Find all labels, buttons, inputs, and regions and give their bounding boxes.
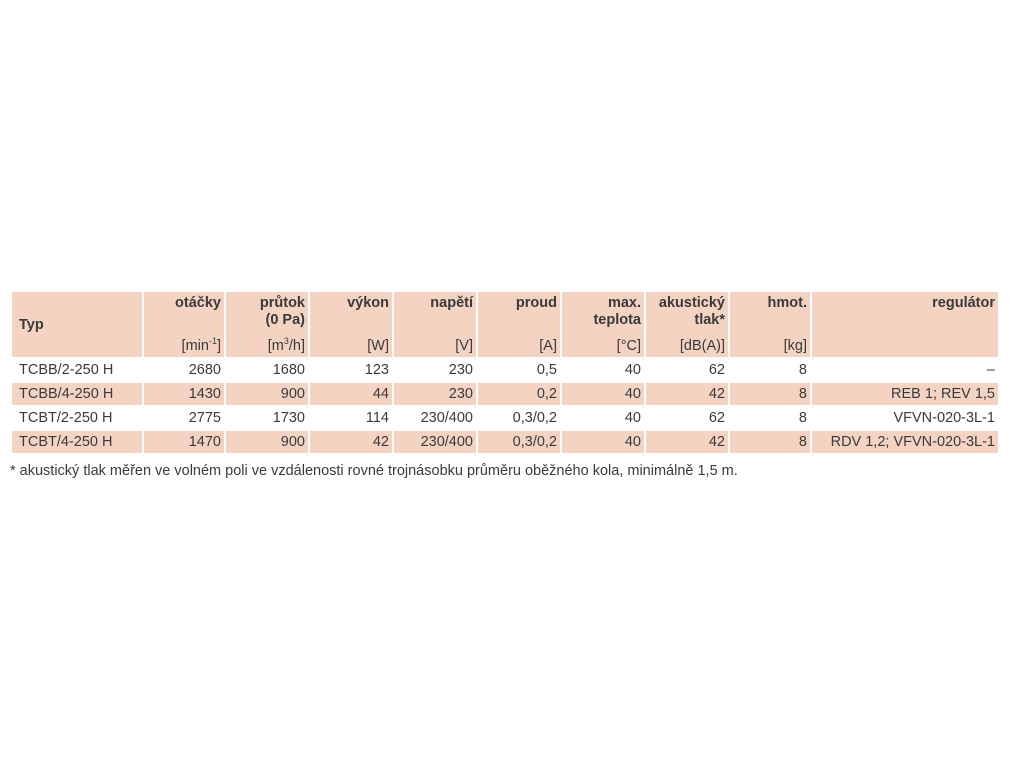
header-title: proud [515,295,557,311]
cell-otacky: 2680 [188,361,221,378]
cell-proud: 0,2 [478,383,560,405]
cell-tlak: 62 [708,409,725,426]
cell-teplota: 40 [624,409,641,426]
cell-prutok: 900 [226,431,308,453]
cell-proud: 0,3/0,2 [478,431,560,453]
cell-regulator: REB 1; REV 1,5 [812,383,998,405]
cell-napeti: 230 [448,361,473,378]
spec-table [10,290,1000,455]
header-title: průtok (0 Pa) [259,295,305,328]
table-header-row [12,292,998,357]
cell-vykon: 42 [310,431,392,453]
cell-prutok: 1680 [272,361,305,378]
header-title: max. teplota [593,295,641,328]
cell-teplota: 40 [562,383,644,405]
header-otacky [144,292,224,357]
header-prutok [226,292,308,357]
header-title: hmot. [767,295,807,311]
cell-hmot: 8 [730,383,810,405]
cell-prutok: 900 [226,383,308,405]
cell-vykon: 123 [364,361,389,378]
cell-napeti: 230 [394,383,476,405]
header-regulator [812,292,998,357]
cell-typ: TCBT/2-250 H [19,409,113,426]
cell-vykon: 44 [310,383,392,405]
cell-tlak: 62 [708,361,725,378]
header-title: napětí [430,295,473,311]
header-unit: [W] [367,338,389,354]
header-title: otáčky [175,295,221,311]
cell-proud: 0,5 [536,361,557,378]
cell-regulator: – [986,361,995,378]
table-row [12,407,998,429]
header-title: regulátor [932,295,995,311]
cell-hmot: 8 [730,431,810,453]
header-unit: [A] [539,338,557,354]
cell-vykon: 114 [365,409,389,426]
cell-prutok: 1730 [272,409,305,426]
footnote: * akustický tlak měřen ve volném poli ve vzdálenosti rovné trojnásobku průměru oběžného kola, minimálně 1,5 m. [10,463,738,479]
header-title: akustický tlak* [658,295,725,328]
header-tlak [646,292,728,357]
cell-regulator: RDV 1,2; VFVN-020-3L-1 [812,431,998,453]
header-typ [12,292,142,357]
cell-otacky: 2775 [188,409,221,426]
header-unit: $[m^3/h]$ [267,336,305,354]
cell-teplota: 40 [624,361,641,378]
table-body [12,359,998,453]
header-unit: [dB(A)] [679,338,725,354]
table-row [12,431,998,453]
header-title: výkon [347,295,389,311]
cell-typ: TCBB/4-250 H [12,383,142,405]
header-proud [478,292,560,357]
cell-proud: 0,3/0,2 [512,409,557,426]
cell-teplota: 40 [562,431,644,453]
header-unit: [°C] [616,338,641,354]
cell-hmot: 8 [798,409,807,426]
header-unit: [V] [455,338,473,354]
header-unit: $[\min^{-1}]$ [181,336,221,354]
cell-napeti: 230/400 [420,409,473,426]
table-row [12,383,998,405]
header-teplota [562,292,644,357]
header-title: Typ [19,317,44,333]
header-vykon [310,292,392,357]
cell-otacky: 1470 [144,431,224,453]
cell-typ: TCBB/2-250 H [19,361,114,378]
table-row [12,359,998,381]
cell-typ: TCBT/4-250 H [12,431,142,453]
header-unit: [kg] [783,338,807,354]
header-napeti [394,292,476,357]
header-hmot [730,292,810,357]
cell-regulator: VFVN-020-3L-1 [893,409,995,426]
cell-napeti: 230/400 [394,431,476,453]
cell-otacky: 1430 [144,383,224,405]
cell-tlak: 42 [646,383,728,405]
cell-hmot: 8 [798,361,807,378]
cell-tlak: 42 [646,431,728,453]
